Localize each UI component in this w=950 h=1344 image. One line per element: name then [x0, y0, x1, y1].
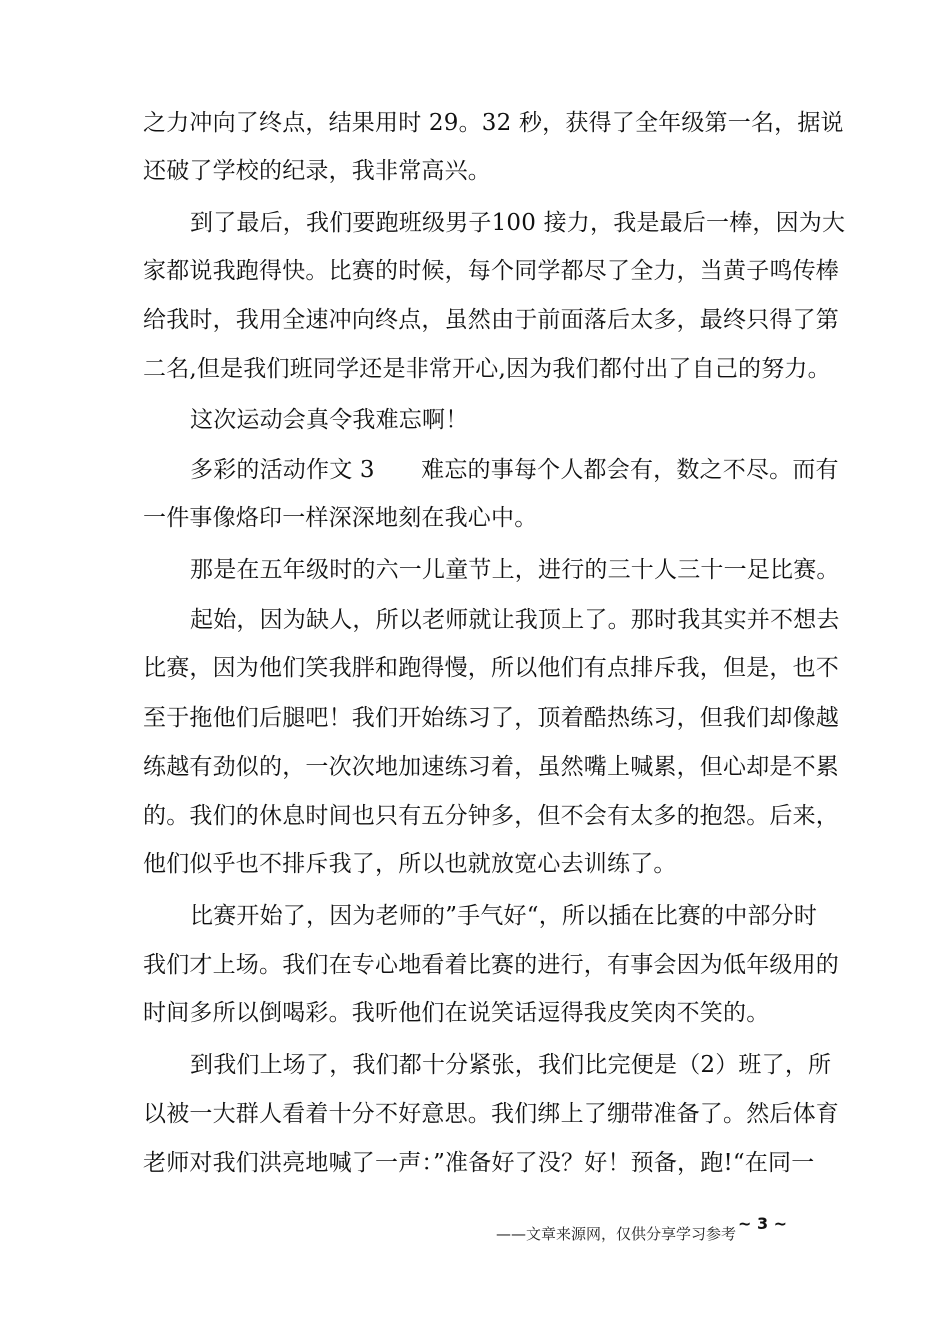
text-line: 我们才上场。我们在专心地看着比赛的进行，有事会因为低年级用的 — [143, 952, 839, 978]
page-number: ~ 3 ~ — [738, 1214, 788, 1233]
text-line: 到了最后，我们要跑班级男子100 接力，我是最后一棒，因为大 — [190, 210, 846, 236]
text-line: 还破了学校的纪录，我非常高兴。 — [143, 158, 491, 184]
text-line: 比赛，因为他们笑我胖和跑得慢，所以他们有点排斥我，但是，也不 — [143, 655, 839, 681]
text-line: 这次运动会真令我难忘啊！ — [190, 407, 469, 433]
text-line: 到我们上场了，我们都十分紧张，我们比完便是（2）班了，所 — [190, 1052, 832, 1078]
text-line: 一件事像烙印一样深深地刻在我心中。 — [143, 505, 538, 531]
text-line: 多彩的活动作文 3 难忘的事每个人都会有，数之不尽。而有 — [190, 457, 839, 483]
text-line: 至于拖他们后腿吧！我们开始练习了，顶着酷热练习，但我们却像越 — [143, 705, 839, 731]
text-line: 给我时，我用全速冲向终点，虽然由于前面落后太多，最终只得了第 — [143, 307, 839, 333]
text-line: 起始，因为缺人，所以老师就让我顶上了。那时我其实并不想去 — [190, 607, 840, 633]
text-line: 以被一大群人看着十分不好意思。我们绑上了绷带准备了。然后体育 — [143, 1101, 839, 1127]
text-line: 那是在五年级时的六一儿童节上，进行的三十人三十一足比赛。 — [190, 557, 840, 583]
text-line: 二名,但是我们班同学还是非常开心,因为我们都付出了自己的努力。 — [143, 356, 831, 382]
text-line: 比赛开始了，因为老师的”手气好“，所以插在比赛的中部分时 — [190, 903, 818, 929]
text-line: 时间多所以倒喝彩。我听他们在说笑话逗得我皮笑肉不笑的。 — [143, 1000, 770, 1026]
text-line: 之力冲向了终点，结果用时 29。32 秒，获得了全年级第一名，据说 — [143, 110, 844, 136]
text-line: 老师对我们洪亮地喊了一声：”准备好了没？好！预备，跑!“在同一 — [143, 1150, 815, 1176]
text-line: 他们似乎也不排斥我了，所以也就放宽心去训练了。 — [143, 851, 677, 877]
footer-source-note: ——文章来源网，仅供分享学习参考 — [496, 1225, 737, 1243]
text-line: 的。我们的休息时间也只有五分钟多，但不会有太多的抱怨。后来， — [143, 803, 839, 829]
text-line: 家都说我跑得快。比赛的时候，每个同学都尽了全力，当黄子鸣传棒 — [143, 258, 839, 284]
text-line: 练越有劲似的，一次次地加速练习着，虽然嘴上喊累，但心却是不累 — [143, 754, 839, 780]
